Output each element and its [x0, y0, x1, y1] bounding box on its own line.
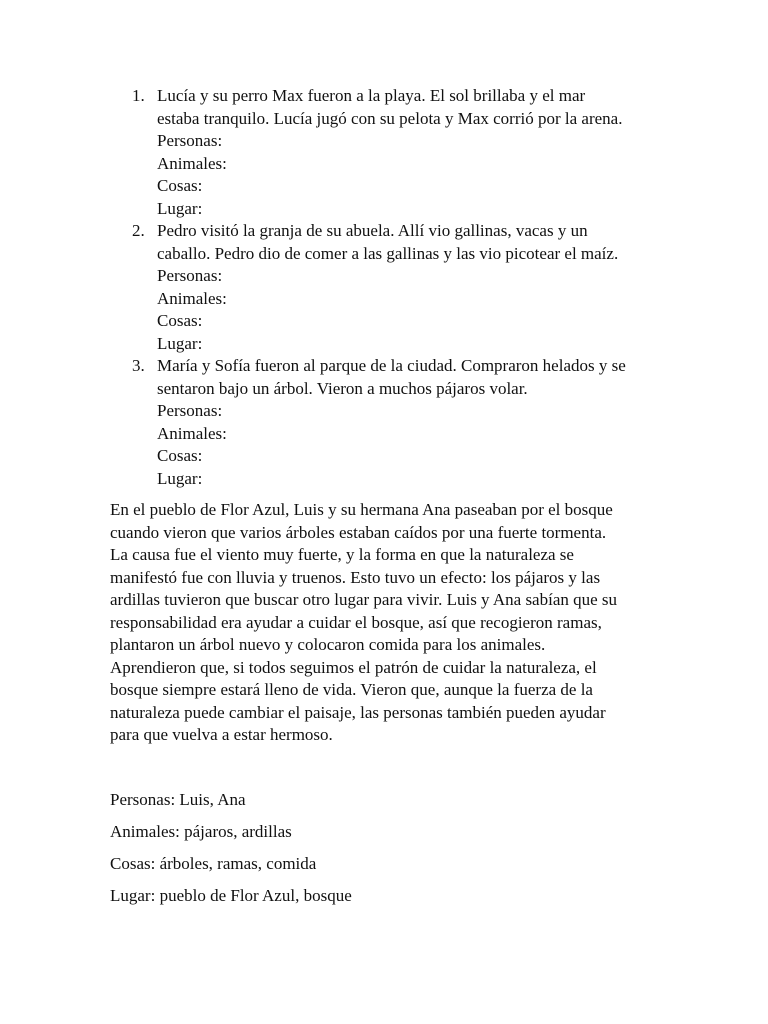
field-animales: Animales:: [157, 288, 227, 308]
story-paragraph: [110, 499, 670, 747]
field-animales: Animales:: [157, 423, 227, 443]
answers-section: [110, 789, 670, 908]
exercise-number: 1.: [132, 86, 145, 105]
exercise-text-line: Lucía y su perro Max fueron a la playa. El sol brillaba y el mar: [157, 86, 586, 105]
field-animales: Animales:: [157, 153, 227, 173]
field-personas: Personas:: [157, 266, 223, 285]
story-line: responsabilidad era ayudar a cuidar el bosque, así que recogieron ramas,: [110, 612, 602, 632]
exercise-item: [110, 355, 670, 490]
field-lugar: Lugar:: [157, 333, 203, 353]
field-cosas: Cosas:: [157, 446, 203, 465]
story-line: En el pueblo de Flor Azul, Luis y su hermana Ana paseaban por el bosque: [110, 500, 613, 519]
field-cosas: Cosas:: [157, 176, 203, 195]
story-line: bosque siempre estará lleno de vida. Vieron que, aunque la fuerza de la: [110, 680, 593, 699]
exercise-item: [110, 220, 670, 355]
answer-lugar: Lugar: pueblo de Flor Azul, bosque: [110, 885, 352, 905]
field-lugar: Lugar:: [157, 468, 203, 488]
document-page: [110, 85, 670, 917]
story-line: naturaleza puede cambiar el paisaje, las personas también pueden ayudar: [110, 702, 606, 722]
exercise-item: [110, 85, 670, 220]
story-line: ardillas tuvieron que buscar otro lugar para vivir. Luis y Ana sabían que su: [110, 590, 618, 609]
story-line: La causa fue el viento muy fuerte, y la forma en que la naturaleza se: [110, 545, 574, 564]
exercise-number: 2.: [132, 221, 145, 240]
answer-animales: Animales: pájaros, ardillas: [110, 821, 292, 841]
story-line: manifestó fue con lluvia y truenos. Esto tuvo un efecto: los pájaros y las: [110, 567, 601, 587]
field-personas: Personas:: [157, 131, 223, 150]
exercise-text-line: María y Sofía fueron al parque de la ciudad. Compraron helados y se: [157, 356, 626, 375]
answer-personas: Personas: Luis, Ana: [110, 789, 246, 809]
field-lugar: Lugar:: [157, 198, 203, 218]
story-line: Aprendieron que, si todos seguimos el patrón de cuidar la naturaleza, el: [110, 657, 597, 677]
answer-cosas: Cosas: árboles, ramas, comida: [110, 853, 317, 873]
exercise-list: [110, 85, 670, 490]
exercise-text-line: sentaron bajo un árbol. Vieron a muchos pájaros volar.: [157, 378, 528, 398]
exercise-number: 3.: [132, 356, 145, 375]
exercise-text-line: caballo. Pedro dio de comer a las gallinas y las vio picotear el maíz.: [157, 243, 619, 263]
field-cosas: Cosas:: [157, 311, 203, 330]
exercise-text-line: estaba tranquilo. Lucía jugó con su pelota y Max corrió por la arena.: [157, 108, 623, 128]
story-line: plantaron un árbol nuevo y colocaron comida para los animales.: [110, 635, 546, 654]
field-personas: Personas:: [157, 401, 223, 420]
exercise-text-line: Pedro visitó la granja de su abuela. Allí vio gallinas, vacas y un: [157, 221, 588, 240]
story-line: para que vuelva a estar hermoso.: [110, 725, 333, 744]
story-line: cuando vieron que varios árboles estaban caídos por una fuerte tormenta.: [110, 522, 607, 542]
